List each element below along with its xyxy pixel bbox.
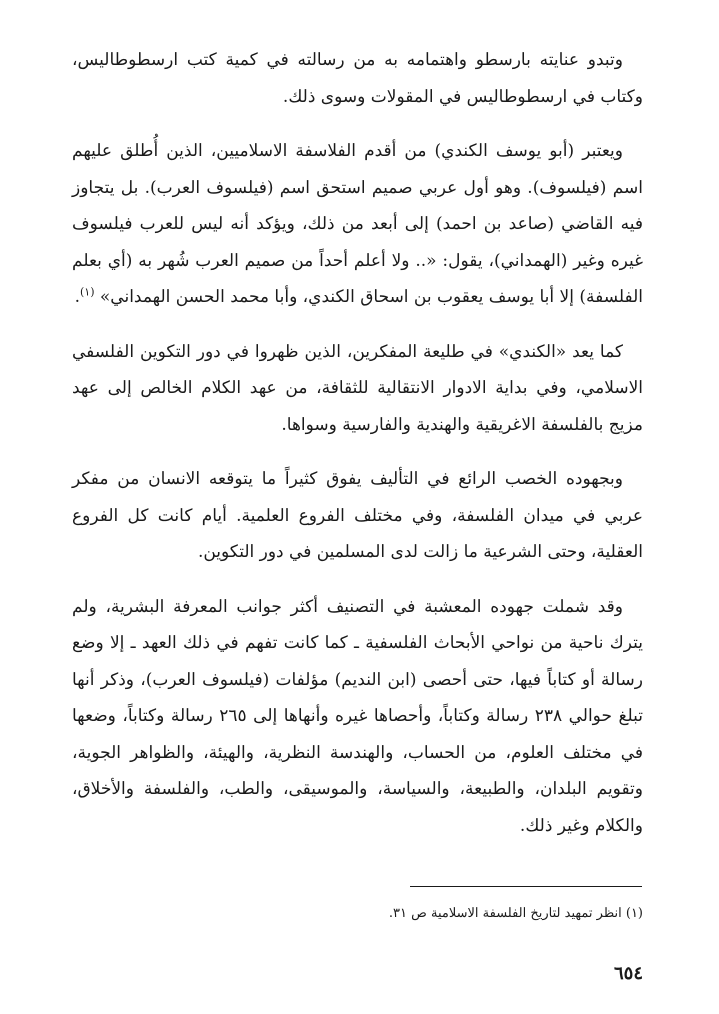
paragraph-5: وقد شملت جهوده المعشبة في التصنيف أكثر جوانب المعرفة البشرية، ولم يترك ناحية من نواحي الأبحاث الفلسفية ـ كما كانت تفهم في ذلك العهد ـ إلا وضع رسالة أو كتاباً فيها، حتى أحصى (ابن النديم) مؤلفات (فيلسوف العرب)، وذكر أنها تبلغ حوالي ٢٣٨ رسالة وكتاباً، وأحصاها غيره وأنهاها إلى ٢٦٥ رسالة وكتاباً، وضعها في مختلف العلوم، من الحساب، والهندسة النظرية، والهيئة، والظواهر الجوية، وتقويم البلدان، والطبيعة، والسياسة، والموسيقى، والطب، والفلسفة والأخلاق، والكلام وغير ذلك.: [72, 596, 643, 836]
footnote: (١) انظر تمهيد لتاريخ الفلسفة الاسلامية ص ٣١.: [388, 906, 643, 921]
paragraph-2-text: ويعتبر (أبو يوسف الكندي) من أقدم الفلاسفة الاسلاميين، الذين أُطلق عليهم اسم (فيلسوف). وهو أول عربي صميم استحق اسم (فيلسوف العرب). بل يتجاوز فيه القاضي (صاعد بن احمد) إلى أبعد من ذلك، ويؤكد أنه ليس للعرب فيلسوف غيره وغير (الهمداني)، يقول: «.. ولا أعلم أحداً من صميم العرب شُهر به (أي بعلم الفلسفة) إلا أبا يوسف يعقوب بن اسحاق الكندي، وأبا محمد الحسن الهمداني»: [72, 141, 643, 307]
paragraph-2: ويعتبر (أبو يوسف الكندي) من أقدم الفلاسفة الاسلاميين، الذين أُطلق عليهم اسم (فيلسوف). وهو أول عربي صميم استحق اسم (فيلسوف العرب). بل يتجاوز فيه القاضي (صاعد بن احمد) إلى أبعد من ذلك، ويؤكد أنه ليس للعرب فيلسوف غيره وغير (الهمداني)، يقول: «.. ولا أعلم أحداً من صميم العرب شُهر به (أي بعلم الفلسفة) إلا أبا يوسف يعقوب بن اسحاق الكندي، وأبا محمد الحسن الهمداني» $^{(١)}$.: [72, 141, 643, 307]
paragraph-4: وبجهوده الخصب الرائع في التأليف يفوق كثيراً ما يتوقعه الانسان من مفكر عربي في ميدان الفلسفة، وفي مختلف الفروع العلمية. أيام كانت كل الفروع العقلية، وحتى الشرعية ما زالت لدى المسلمين في دور التكوين.: [72, 469, 643, 562]
main-text: [72, 42, 643, 844]
footnote-reference: (١): [79, 285, 95, 299]
paragraph-3: كما يعد «الكندي» في طليعة المفكرين، الذين ظهروا في دور التكوين الفلسفي الاسلامي، وفي بداية الادوار الانتقالية للثقافة، من عهد الكلام الخالص إلى عهد مزيج بالفلسفة الاغريقية والهندية والفارسية وسواها.: [72, 341, 643, 435]
footnote-divider: [410, 886, 642, 887]
page-number: ٦٥٤: [613, 963, 643, 984]
paragraph-1: وتبدو عنايته بارسطو واهتمامه به من رسالته في كمية كتب ارسطوطاليس، وكتاب في ارسطوطاليس في المقولات وسوى ذلك.: [72, 50, 643, 107]
